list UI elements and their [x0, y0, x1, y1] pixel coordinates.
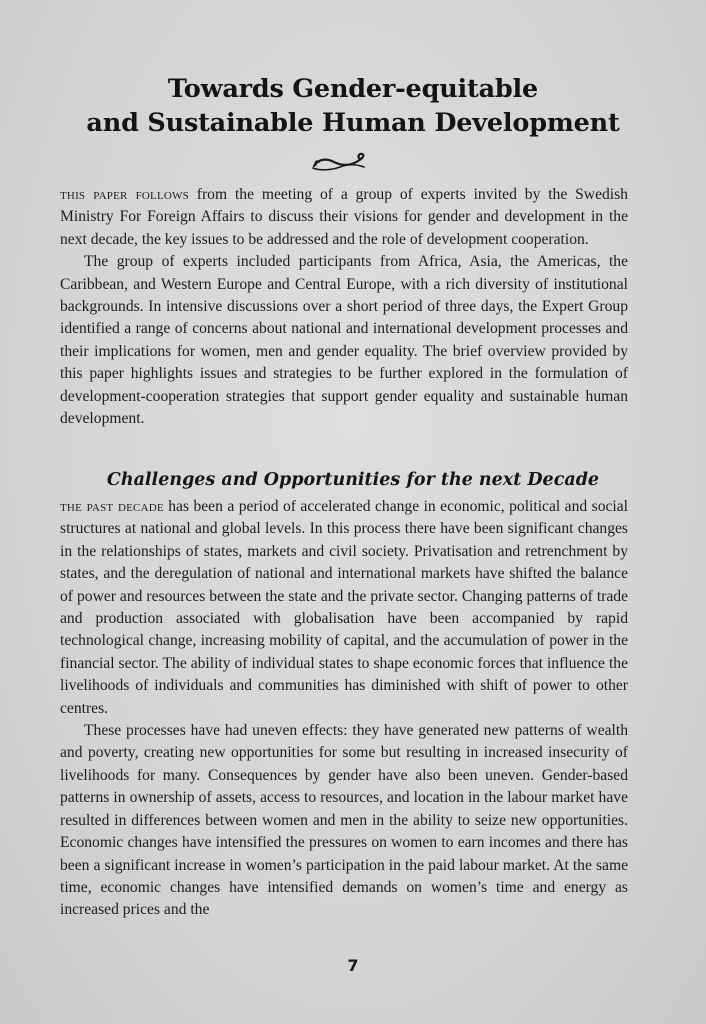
page-number: 7	[347, 956, 359, 975]
flourish-ornament-icon	[310, 150, 368, 174]
section-paragraph-2: These processes have had uneven effects: they have generated new patterns of wealth and poverty, creating new opportunities for some but resulting in increased insecurity of livelihoods for many. Consequences by gender have also been uneven. Gender-based patterns in ownership of assets, access to resources, and location in the labour market have resulted in differences between women and men in the ability to seize new opportunities. Economic changes have intensified the pressures on women to earn incomes and there has been a significant increase in women’s participation in the paid labour market. At the same time, economic changes have intensified demands on women’s time and energy as increased prices and the	[60, 722, 628, 919]
intro-paragraph-1	[60, 184, 628, 251]
section-paragraph-1	[60, 496, 628, 720]
section-heading: Challenges and Opportunities for the next Decade	[106, 470, 600, 490]
section-paragraph-1-text: has been a period of accelerated change in economic, political and social structures at national and global levels. In this process there have been significant changes in the relationships of states, markets and civil society. Privatisation and retrenchment by states, and the deregulation of national and international markets have shifted the balance of power and resources between the state and the private sector. Changing patterns of trade and production associated with globalisation have been accompanied by rapid technological change, increasing mobility of capital, and the accumulation of power in the financial sector. The ability of individual states to shape economic forces that influence the livelihoods of individuals and communities has diminished with shift of power to other centres.	[60, 498, 628, 717]
intro-text	[60, 184, 628, 430]
page-title	[0, 72, 706, 140]
section-text	[60, 496, 628, 922]
title-line-2: and Sustainable Human Development	[86, 108, 620, 138]
intro-paragraph-2: The group of experts included participants from Africa, Asia, the Americas, the Caribbean, and Western Europe and Central Europe, with a rich diversity of institutional backgrounds. In intensive discussions over a short period of three days, the Expert Group identified a range of concerns about national and international development processes and their implications for women, men and gender equality. The brief overview provided by this paper highlights issues and strategies to be further explored in the formulation of development-cooperation strategies that support gender equality and sustainable human development.	[60, 253, 628, 428]
section-lead-in: the past decade	[60, 498, 164, 515]
intro-paragraph-1-text: from the meeting of a group of experts invited by the Swedish Ministry For Foreign Affairs to discuss their visions for gender and development in the next decade, the key issues to be addressed and the role of development cooperation.	[60, 186, 628, 248]
intro-lead-in: this paper follows	[60, 186, 189, 203]
title-line-1: Towards Gender-equitable	[167, 74, 539, 104]
